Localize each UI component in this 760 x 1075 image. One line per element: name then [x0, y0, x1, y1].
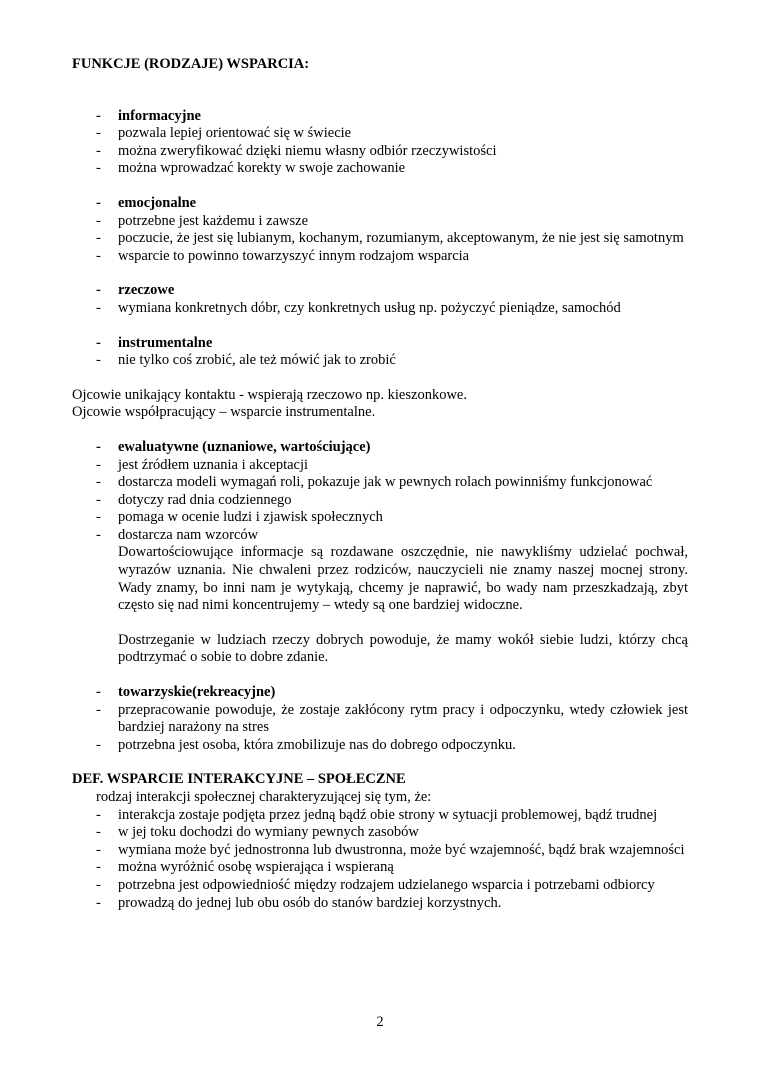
page-number: 2 — [376, 1014, 384, 1030]
spacer — [72, 178, 688, 195]
spacer — [72, 370, 688, 387]
list-item: - dostarcza modeli wymagań roli, pokazuje jak w pewnych rolach powinniśmy funkcjonować — [72, 474, 688, 492]
list-item: - można wyróżnić osobę wspierająca i wspieraną — [72, 859, 688, 877]
list-item: - można zweryfikować dzięki niemu własny odbiór rzeczywistości — [72, 143, 688, 161]
list-item: - wsparcie to powinno towarzyszyć innym rodzajom wsparcia — [72, 248, 688, 266]
paragraph: Dowartościowujące informacje są rozdawane oszczędnie, nie nawykliśmy udzielać pochwał, wyrazów uznania. Nie chwaleni przez rodziców, nauczycieli nie znamy naszej mocnej strony. Wady znamy, bo inni nam je wytykają, chcemy je naprawić, bo wady nam przeszkadzają, zbyt często się nad nimi koncentrujemy – wtedy są one bardziej widoczne. — [118, 544, 688, 614]
section-heading: - ewaluatywne (uznaniowe, wartościujące) — [72, 439, 688, 457]
list-item: - pomaga w ocenie ludzi i zjawisk społecznych — [72, 509, 688, 527]
section-heading: - instrumentalne — [72, 335, 688, 353]
section-evaluative — [72, 439, 688, 545]
spacer — [72, 422, 688, 439]
section-heading: - informacyjne — [72, 108, 688, 126]
definition-intro: rodzaj interakcji społecznej charakteryzującej się tym, że: — [96, 789, 432, 805]
paragraph: Ojcowie unikający kontaktu - wspierają rzeczowo np. kieszonkowe. — [72, 386, 467, 403]
list-item: - w jej toku dochodzi do wymiany pewnych zasobów — [72, 824, 688, 842]
section-instrumental — [72, 335, 688, 370]
paragraph: Ojcowie współpracujący – wsparcie instrumentalne. — [72, 404, 376, 421]
section-heading: - towarzyskie(rekreacyjne) — [72, 684, 688, 702]
list-item: - jest źródłem uznania i akceptacji — [72, 457, 688, 475]
section-heading: - emocjonalne — [72, 195, 688, 213]
section-material — [72, 282, 688, 317]
list-item: - poczucie, że jest się lubianym, kochanym, rozumianym, akceptowanym, że nie jest się samotnym — [72, 230, 688, 248]
spacer — [72, 91, 688, 108]
spacer — [72, 318, 688, 335]
spacer — [72, 667, 688, 684]
spacer — [72, 615, 688, 632]
list-item: - wymiana konkretnych dóbr, czy konkretnych usług np. pożyczyć pieniądze, samochód — [72, 300, 688, 318]
spacer — [72, 74, 688, 91]
list-item: - potrzebna jest odpowiedniość między rodzajem udzielanego wsparcia i potrzebami odbiorcy — [72, 877, 688, 895]
list-item: - nie tylko coś zrobić, ale też mówić jak to zrobić — [72, 352, 688, 370]
section-informational — [72, 108, 688, 178]
list-item: - wymiana może być jednostronna lub dwustronna, może być wzajemność, bądź brak wzajemności — [72, 842, 688, 860]
list-item: - potrzebna jest osoba, która zmobilizuje nas do dobrego odpoczynku. — [72, 737, 688, 755]
section-heading: - rzeczowe — [72, 282, 688, 300]
list-item: - można wprowadzać korekty w swoje zachowanie — [72, 160, 688, 178]
list-item: - interakcja zostaje podjęta przez jedną bądź obie strony w sytuacji problemowej, bądź trudnej — [72, 807, 688, 825]
spacer — [72, 265, 688, 282]
list-item: - pozwala lepiej orientować się w świecie — [72, 125, 688, 143]
section-emotional — [72, 195, 688, 265]
list-item: - potrzebne jest każdemu i zawsze — [72, 213, 688, 231]
list-item: - dotyczy rad dnia codziennego — [72, 492, 688, 510]
spacer — [72, 754, 688, 771]
definition-list — [72, 807, 688, 913]
section-social — [72, 684, 688, 754]
paragraph: Dostrzeganie w ludziach rzeczy dobrych powoduje, że mamy wokół siebie ludzi, którzy chcą podtrzymać o sobie to dobre zdanie. — [118, 631, 688, 666]
definition-title: DEF. WSPARCIE INTERAKCYJNE – SPOŁECZNE — [72, 771, 406, 788]
list-item: - dostarcza nam wzorców — [72, 527, 688, 545]
list-item: - prowadzą do jednej lub obu osób do stanów bardziej korzystnych. — [72, 895, 688, 913]
page-title: FUNKCJE (RODZAJE) WSPARCIA: — [72, 56, 310, 72]
list-item: - przepracowanie powoduje, że zostaje zakłócony rytm pracy i odpoczynku, wtedy człowiek jest bardziej narażony na stres — [72, 702, 688, 737]
